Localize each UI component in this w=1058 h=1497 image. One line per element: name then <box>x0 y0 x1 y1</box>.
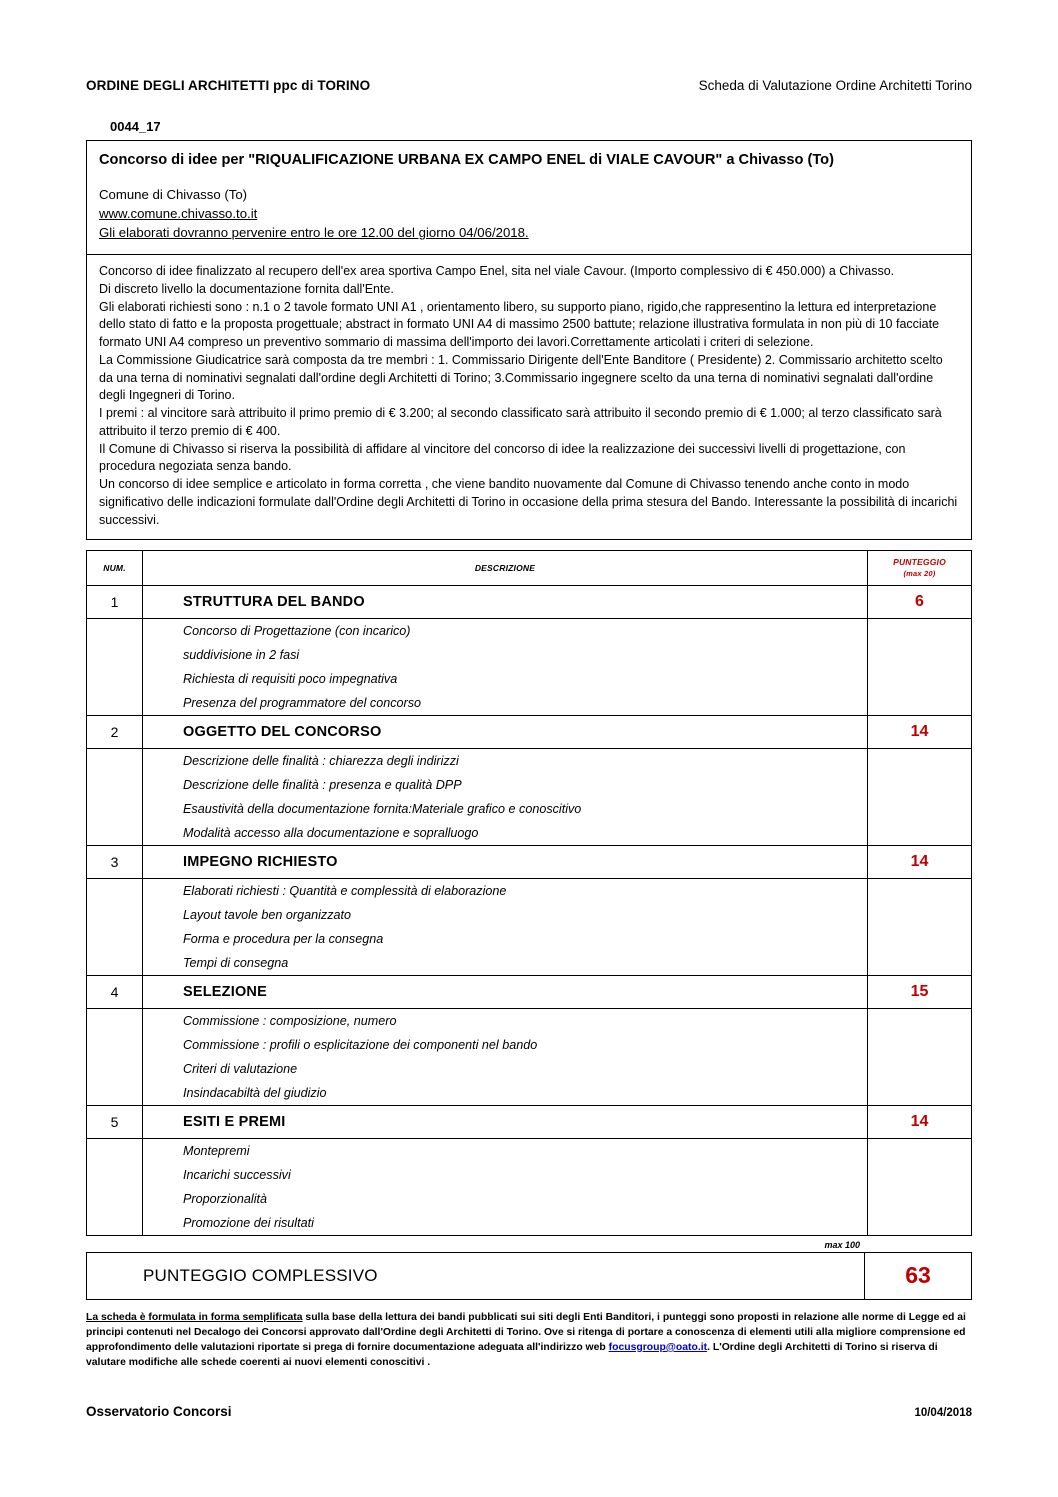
footer-label: Osservatorio Concorsi <box>86 1404 232 1419</box>
section-score: 14 <box>868 715 972 748</box>
table-header-row <box>87 551 972 585</box>
table-row <box>87 715 972 748</box>
description-paragraph: Il Comune di Chivasso si riserva la possibilità di affidare al vincitore del concorso di idee la realizzazione dei successivi livelli di progettazione, con procedura negoziata senza bando. <box>99 441 906 474</box>
criteria-item: Proporzionalità <box>143 1187 868 1211</box>
table-row <box>87 1057 972 1081</box>
footnote <box>86 1310 972 1370</box>
table-row <box>87 585 972 618</box>
table-row <box>87 643 972 667</box>
description-paragraph: I premi : al vincitore sarà attribuito il primo premio di € 3.200; al secondo classificato sarà attribuito il secondo premio di € 1.000; al terzo classificato sarà attribuito il terzo premio di € 400. <box>99 406 942 438</box>
section-score: 6 <box>868 585 972 618</box>
footnote-part1: sulla base della lettura dei bandi pubblicati sui siti degli Enti Banditori, i punteggi sono proposti in relazione alle norme di Legge ed ai principi contenuti nel <box>86 1311 966 1338</box>
section-score: 14 <box>868 845 972 878</box>
table-row <box>87 878 972 903</box>
criteria-item: Tempi di consegna <box>143 951 868 976</box>
total-score: 63 <box>865 1252 972 1299</box>
table-row <box>87 1211 972 1236</box>
table-row <box>87 1081 972 1106</box>
table-row <box>87 748 972 773</box>
section-label: ESITI E PREMI <box>143 1105 868 1138</box>
section-number: 4 <box>87 975 143 1008</box>
column-header-score <box>868 551 972 585</box>
table-row <box>87 1187 972 1211</box>
table-row <box>87 1138 972 1163</box>
criteria-item: Concorso di Progettazione (con incarico) <box>143 618 868 643</box>
criteria-item: Forma e procedura per la consegna <box>143 927 868 951</box>
description-paragraph: Concorso di idee finalizzato al recupero dell'ex area sportiva Campo Enel, sita nel viale Cavour. (Importo complessivo di € 450.000) a Chivasso. <box>99 264 895 279</box>
section-label: SELEZIONE <box>143 975 868 1008</box>
table-row <box>87 691 972 716</box>
criteria-item: Commissione : profili o esplicitazione dei componenti nel bando <box>143 1033 868 1057</box>
column-header-description: DESCRIZIONE <box>143 551 868 585</box>
description-paragraph: La Commissione Giudicatrice sarà composta da tre membri : 1. Commissario Dirigente dell'Ente Banditore ( Presidente) 2. Commissario architetto scelto da una terna di nominativi segnalati dall'ordine degli Architetti di Torino; 3.Commissario ingegnere scelto da una terna di nominativi segnalati dall'ordine degli Ingegneri di Torino. <box>99 352 943 403</box>
table-row <box>87 1105 972 1138</box>
description-box <box>86 255 972 540</box>
table-row <box>87 618 972 643</box>
organization-name: ORDINE DEGLI ARCHITETTI ppc di TORINO <box>86 78 371 93</box>
criteria-item: Promozione dei risultati <box>143 1211 868 1236</box>
footnote-lead: La scheda è formulata in forma semplificata <box>86 1311 303 1323</box>
table-row <box>87 1163 972 1187</box>
description-paragraph: Un concorso di idee semplice e articolato in forma corretta , che viene bandito nuovamente dal Comune di Chivasso tenendo anche conto in modo significativo delle indicazioni formulate dall'Ordine degli Architetti di Torino in occasione della prima stesura del Bando. Interessante la possibilità di incarichi successivi. <box>99 477 958 527</box>
section-number: 5 <box>87 1105 143 1138</box>
authority-name: Comune di Chivasso (To) <box>99 186 248 202</box>
criteria-item: suddivisione in 2 fasi <box>143 643 868 667</box>
table-row <box>87 667 972 691</box>
table-row <box>87 845 972 878</box>
column-header-num: NUM. <box>87 551 143 585</box>
criteria-item: Richiesta di requisiti poco impegnativa <box>143 667 868 691</box>
criteria-item: Montepremi <box>143 1138 868 1163</box>
document-header <box>86 78 972 93</box>
total-label: PUNTEGGIO COMPLESSIVO <box>87 1252 865 1299</box>
footnote-part2: approvato dall'Ordine degli Architetti di Torino. Ove si ritenga di portare a conoscenza di elementi utili alla migliore comprensione ed approfondimento delle valutazioni riportate si prega di fornire documentazione adeguata all'indirizzo web <box>86 1326 966 1353</box>
criteria-item: Modalità accesso alla documentazione e sopralluogo <box>143 821 868 846</box>
criteria-item: Insindacabiltà del giudizio <box>143 1081 868 1106</box>
column-header-score-max: (max 20) <box>903 568 936 578</box>
max-score-note: max 100 <box>824 1239 860 1250</box>
table-row <box>87 951 972 976</box>
criteria-item: Criteri di valutazione <box>143 1057 868 1081</box>
submission-deadline: Gli elaborati dovranno pervenire entro le ore 12.00 del giorno 04/06/2018. <box>99 224 529 240</box>
table-row <box>87 821 972 846</box>
footnote-email-link[interactable]: focusgroup@oato.it <box>608 1341 708 1353</box>
section-label: STRUTTURA DEL BANDO <box>143 585 868 618</box>
criteria-item: Incarichi successivi <box>143 1163 868 1187</box>
description-paragraph: Gli elaborati richiesti sono : n.1 o 2 tavole formato UNI A1 , orientamento libero, su supporto piano, rigido,che rappresentino la lettura ed interpretazione dello stato di fatto e la proposta progettuale; abstract in formato UNI A4 di massimo 2500 battute; relazione illustrativa formulata in non più di 10 facciate formato UNI A4 compreso un preventivo sommario di massima dell'importo dei lavori.Correttamente articolati i criteri di selezione. <box>99 299 940 350</box>
column-header-score-label: PUNTEGGIO <box>893 557 946 568</box>
section-score: 15 <box>868 975 972 1008</box>
criteria-item: Esaustività della documentazione fornita:Materiale grafico e conoscitivo <box>143 797 868 821</box>
evaluation-table <box>86 550 972 1235</box>
table-row <box>87 927 972 951</box>
section-number: 2 <box>87 715 143 748</box>
total-score-table <box>86 1252 972 1300</box>
criteria-item: Elaborati richiesti : Quantità e complessità di elaborazione <box>143 878 868 903</box>
section-label: OGGETTO DEL CONCORSO <box>143 715 868 748</box>
competition-meta <box>99 185 959 242</box>
description-paragraph: Di discreto livello la documentazione fornita dall'Ente. <box>99 281 394 296</box>
section-number: 1 <box>87 585 143 618</box>
criteria-item: Layout tavole ben organizzato <box>143 903 868 927</box>
criteria-item: Presenza del programmatore del concorso <box>143 691 868 716</box>
section-number: 3 <box>87 845 143 878</box>
footnote-decalogo: Decalogo dei Concorsi <box>193 1326 307 1338</box>
table-row <box>87 1033 972 1057</box>
table-row <box>87 975 972 1008</box>
criteria-item: Descrizione delle finalità : chiarezza degli indirizzi <box>143 748 868 773</box>
footer-date: 10/04/2018 <box>914 1407 972 1419</box>
reference-code: 0044_17 <box>110 119 161 134</box>
table-row <box>87 797 972 821</box>
total-row <box>87 1252 972 1299</box>
section-score: 14 <box>868 1105 972 1138</box>
competition-title: Concorso di idee per "RIQUALIFICAZIONE URBANA EX CAMPO ENEL di VIALE CAVOUR" a Chivasso (To) <box>99 152 834 168</box>
authority-website[interactable]: www.comune.chivasso.to.it <box>99 205 258 221</box>
competition-title-box <box>86 140 972 255</box>
table-row <box>87 903 972 927</box>
document-footer <box>86 1404 972 1419</box>
footnote-part3: . L'Ordine degli Architetti di Torino si riserva di valutare modifiche alle schede coerenti ai nuovi elementi conoscitivi . <box>86 1341 938 1368</box>
table-row <box>87 1008 972 1033</box>
criteria-item: Commissione : composizione, numero <box>143 1008 868 1033</box>
table-row <box>87 773 972 797</box>
section-label: IMPEGNO RICHIESTO <box>143 845 868 878</box>
criteria-item: Descrizione delle finalità : presenza e qualità DPP <box>143 773 868 797</box>
sheet-title: Scheda di Valutazione Ordine Architetti Torino <box>698 78 972 93</box>
